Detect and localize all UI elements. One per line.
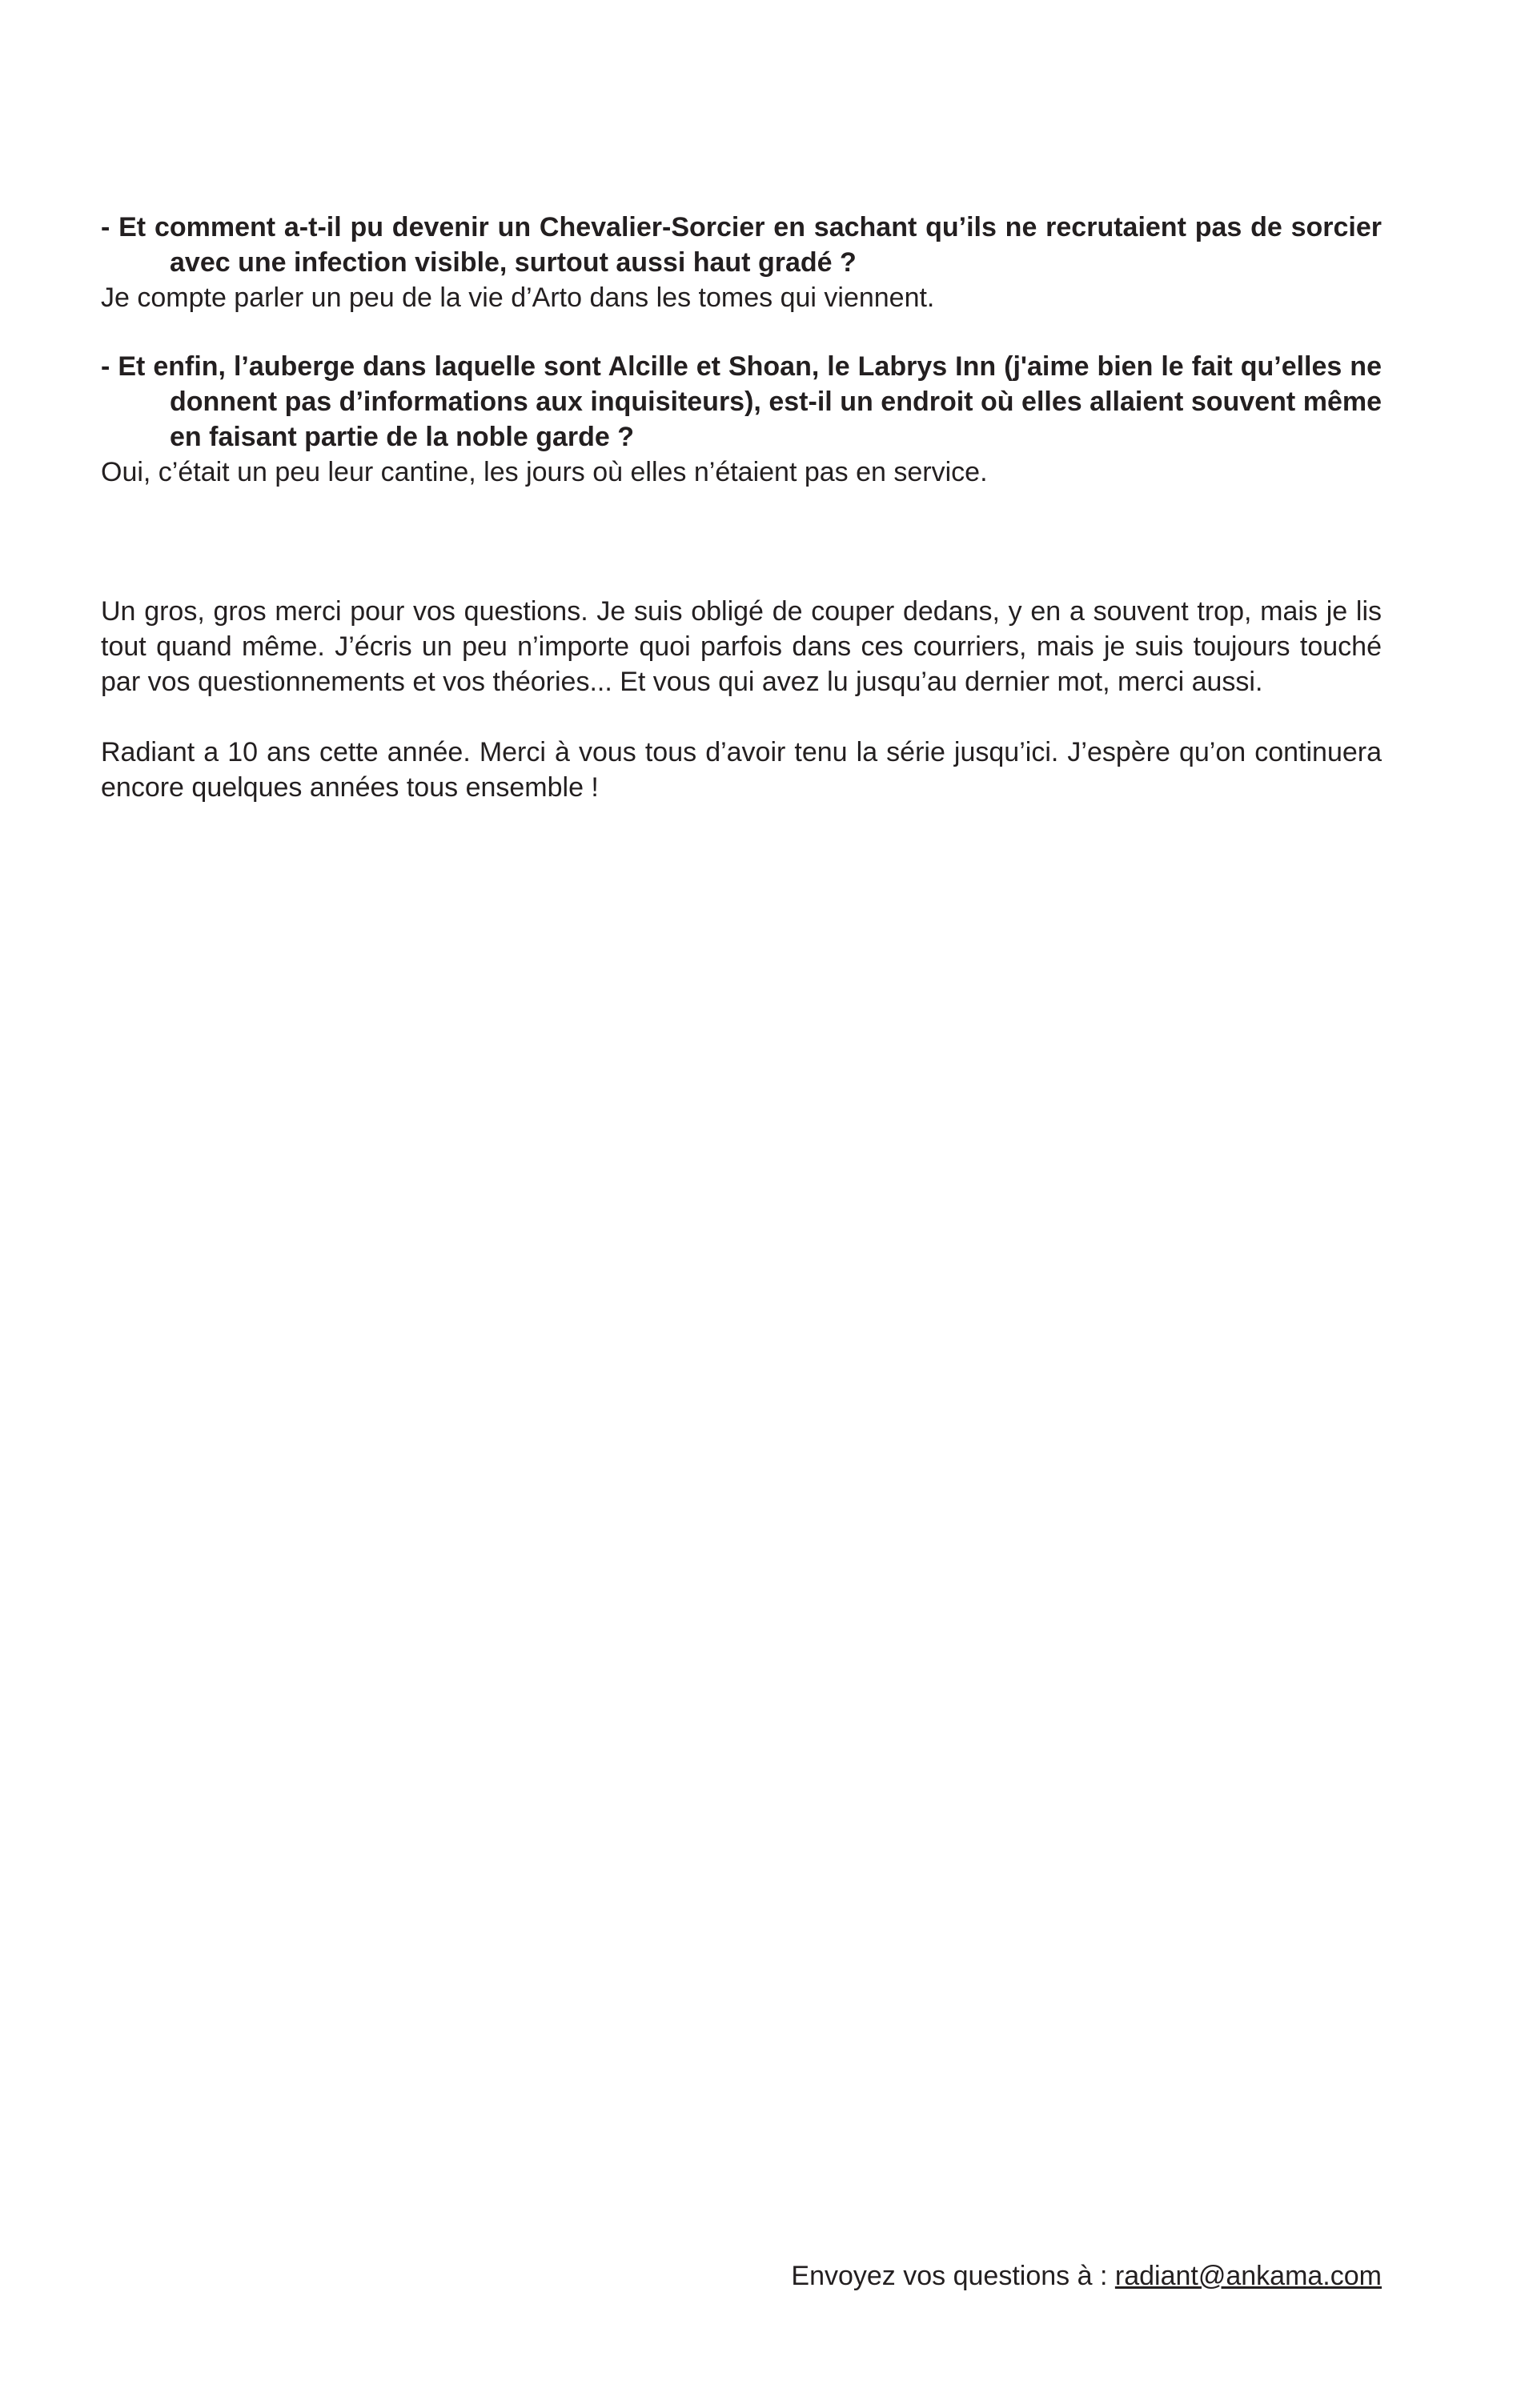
question-text: - Et comment a-t-il pu devenir un Chevalier-Sorcier en sachant qu’ils ne recrutaient pas de sorcier avec une infection visible, surtout aussi haut gradé ? — [101, 212, 1382, 278]
closing-paragraph: Radiant a 10 ans cette année. Merci à vous tous d’avoir tenu la série jusqu’ici. J’espère qu’on continuera encore quelques années tous ensemble ! — [101, 737, 1382, 803]
qa-item — [101, 349, 1382, 490]
contact-label: Envoyez vos questions à : — [791, 2261, 1108, 2291]
closing-section — [101, 594, 1382, 805]
section-spacer — [101, 523, 1382, 594]
qa-item — [101, 210, 1382, 315]
answer-text: Oui, c’était un peu leur cantine, les jours où elles n’étaient pas en service. — [101, 457, 988, 487]
answer-text: Je compte parler un peu de la vie d’Arto dans les tomes qui viennent. — [101, 282, 935, 313]
contact-footer — [791, 2258, 1382, 2294]
closing-paragraph: Un gros, gros merci pour vos questions. Je suis obligé de couper dedans, y en a souvent trop, mais je lis tout quand même. J’écris un peu n’importe quoi parfois dans ces courriers, mais je suis toujours touché par vos questionnements et vos théories... Et vous qui avez lu jusqu’au dernier mot, merci aussi. — [101, 596, 1382, 697]
question-text: - Et enfin, l’auberge dans laquelle sont Alcille et Shoan, le Labrys Inn (j'aime bien le fait qu’elles ne donnent pas d’informations aux inquisiteurs), est-il un endroit où elles allaient souvent même en faisant partie de la noble garde ? — [101, 351, 1382, 452]
letter-page — [101, 210, 1382, 840]
contact-email-link[interactable]: radiant@ankama.com — [1114, 2261, 1382, 2291]
